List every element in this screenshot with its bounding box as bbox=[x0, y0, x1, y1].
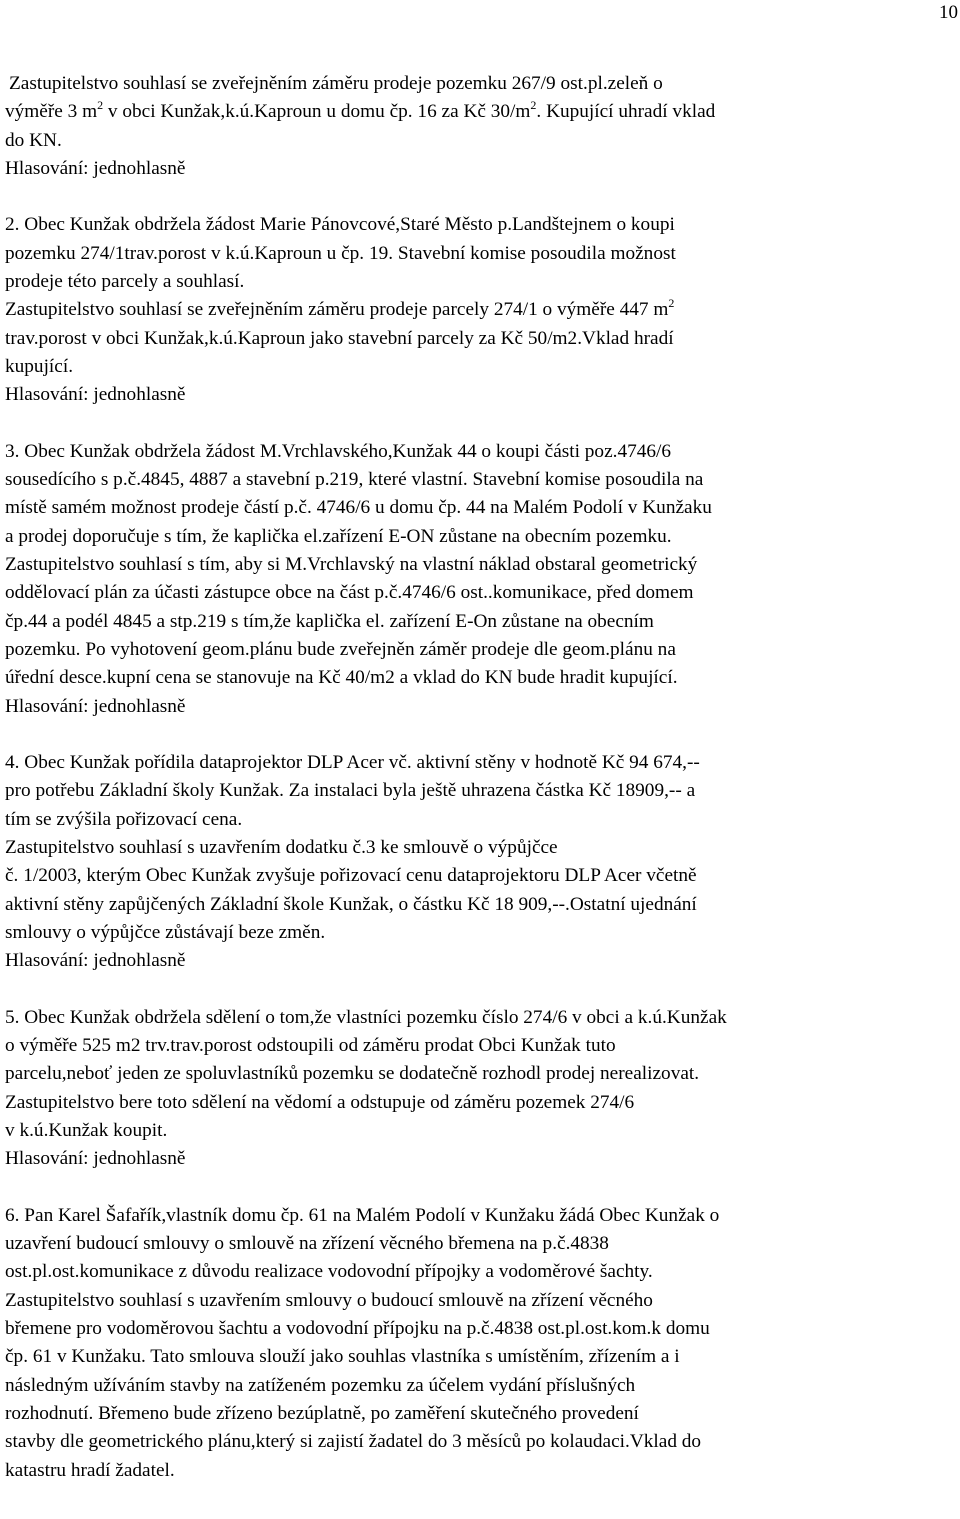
page-number: 10 bbox=[939, 2, 958, 23]
section-2-line-3: prodeje této parcely a souhlasí. bbox=[5, 271, 245, 293]
section-6-line: rozhodnutí. Břemeno bude zřízeno bezúplatně, po zaměření skutečného provedení bbox=[5, 1402, 639, 1424]
section-2-line-1: 2. Obec Kunžak obdržela žádost Marie Pánovcové,Staré Město p.Landštejnem o koupi bbox=[5, 214, 675, 236]
section-1-line-2-part-b: v obci Kunžak,k.ú.Kaproun u domu čp. 16 za Kč 30/m bbox=[103, 101, 531, 123]
section-5-line: 5. Obec Kunžak obdržela sdělení o tom,že vlastníci pozemku číslo 274/6 v obci a k.ú.Kunžak bbox=[5, 1006, 727, 1028]
section-3-line: Zastupitelstvo souhlasí s tím, aby si M.Vrchlavský na vlastní náklad obstaral geometrický bbox=[5, 554, 698, 576]
section-1-line-2-part-c: . Kupující uhradí vklad bbox=[536, 101, 716, 123]
section-1-line-1: Zastupitelstvo souhlasí se zveřejněním záměru prodeje pozemku 267/9 ost.pl.zeleň o bbox=[9, 73, 663, 94]
section-5-line: v k.ú.Kunžak koupit. bbox=[5, 1119, 168, 1141]
section-6 bbox=[5, 1202, 950, 1485]
section-1-line-2-part-a: výměře 3 m bbox=[5, 101, 98, 123]
superscript-squared: 2 bbox=[97, 98, 104, 113]
section-6-line: katastru hradí žadatel. bbox=[5, 1459, 175, 1481]
section-6-line: následným užíváním stavby na zatíženém pozemku za účelem vydání příslušných bbox=[5, 1374, 636, 1396]
section-6-line: ost.pl.ost.komunikace z důvodu realizace vodovodní přípojky a vodoměrové šachty. bbox=[5, 1261, 653, 1283]
section-6-line: stavby dle geometrického plánu,který si zajistí žadatel do 3 měsíců po kolaudaci.Vklad do bbox=[5, 1431, 702, 1453]
document-body bbox=[5, 70, 950, 1485]
section-6-line: uzavření budoucí smlouvy o smlouvě na zřízení věcného břemena na p.č.4838 bbox=[5, 1233, 609, 1255]
section-3-line: sousedícího s p.č.4845, 4887 a stavební p.219, které vlastní. Stavební komise posoudila na bbox=[5, 469, 704, 491]
section-3-line: 3. Obec Kunžak obdržela žádost M.Vrchlavského,Kunžak 44 o koupi části poz.4746/6 bbox=[5, 440, 672, 462]
section-5 bbox=[5, 1004, 950, 1174]
section-2-line-4 bbox=[5, 296, 950, 324]
section-2-vote: Hlasování: jednohlasně bbox=[5, 384, 186, 406]
section-6-line: břemene pro vodoměrovou šachtu a vodovodní přípojku na p.č.4838 ost.pl.ost.kom.k domu bbox=[5, 1318, 710, 1340]
paragraph-gap bbox=[5, 721, 950, 749]
section-3-line: oddělovací plán za účasti zástupce obce na část p.č.4746/6 ost..komunikace, před domem bbox=[5, 582, 694, 604]
section-4-line: Zastupitelstvo souhlasí s uzavřením dodatku č.3 ke smlouvě o výpůjčce bbox=[5, 837, 558, 859]
section-4 bbox=[5, 749, 950, 975]
section-1-line-3: do KN. bbox=[5, 129, 62, 151]
superscript-squared: 2 bbox=[530, 98, 537, 113]
section-3-line: a prodej doporučuje s tím, že kaplička el.zařízení E-ON zůstane na obecním pozemku. bbox=[5, 525, 672, 547]
section-6-line: 6. Pan Karel Šafařík,vlastník domu čp. 61 na Malém Podolí v Kunžaku žádá Obec Kunžak o bbox=[5, 1204, 720, 1226]
section-3-line: pozemku. Po vyhotovení geom.plánu bude zveřejněn záměr prodeje dle geom.plánu na bbox=[5, 638, 676, 660]
section-3-line: čp.44 a podél 4845 a stp.219 s tím,že kaplička el. zařízení E-On zůstane na obecním bbox=[5, 610, 654, 632]
section-2 bbox=[5, 211, 950, 409]
section-4-line: smlouvy o výpůjčce zůstávají beze změn. bbox=[5, 921, 326, 943]
paragraph-gap bbox=[5, 976, 950, 1004]
section-2-line-2: pozemku 274/1trav.porost v k.ú.Kaproun u čp. 19. Stavební komise posoudila možnost bbox=[5, 242, 676, 264]
section-3-line: úřední desce.kupní cena se stanovuje na Kč 40/m2 a vklad do KN bude hradit kupující. bbox=[5, 667, 678, 689]
section-1-vote: Hlasování: jednohlasně bbox=[5, 157, 186, 179]
section-1 bbox=[5, 70, 950, 183]
section-4-line: 4. Obec Kunžak pořídila dataprojektor DLP Acer vč. aktivní stěny v hodnotě Kč 94 674,-- bbox=[5, 752, 700, 774]
section-2-line-5: trav.porost v obci Kunžak,k.ú.Kaproun jako stavební parcely za Kč 50/m2.Vklad hradí bbox=[5, 327, 674, 349]
section-1-line-2 bbox=[5, 98, 950, 126]
section-4-vote: Hlasování: jednohlasně bbox=[5, 950, 186, 972]
section-2-line-4-text: Zastupitelstvo souhlasí se zveřejněním záměru prodeje parcely 274/1 o výměře 447 m bbox=[5, 299, 669, 321]
section-5-line: parcelu,neboť jeden ze spoluvlastníků pozemku se dodatečně rozhodl prodej nerealizovat. bbox=[5, 1063, 700, 1085]
section-4-line: tím se zvýšila pořizovací cena. bbox=[5, 808, 243, 830]
section-3 bbox=[5, 438, 950, 721]
section-3-vote: Hlasování: jednohlasně bbox=[5, 695, 186, 717]
section-5-vote: Hlasování: jednohlasně bbox=[5, 1148, 186, 1170]
section-4-line: aktivní stěny zapůjčených Základní škole Kunžak, o částku Kč 18 909,--.Ostatní ujednání bbox=[5, 893, 697, 915]
section-5-line: o výměře 525 m2 trv.trav.porost odstoupili od záměru prodat Obci Kunžak tuto bbox=[5, 1035, 616, 1057]
section-4-line: č. 1/2003, kterým Obec Kunžak zvyšuje pořizovací cenu dataprojektoru DLP Acer včetně bbox=[5, 865, 697, 887]
section-6-line: čp. 61 v Kunžaku. Tato smlouva slouží jako souhlas vlastníka s umístěním, zřízením a i bbox=[5, 1346, 680, 1368]
paragraph-gap bbox=[5, 183, 950, 211]
superscript-squared: 2 bbox=[668, 296, 675, 311]
section-2-line-6: kupující. bbox=[5, 355, 74, 377]
section-6-line: Zastupitelstvo souhlasí s uzavřením smlouvy o budoucí smlouvě na zřízení věcného bbox=[5, 1289, 653, 1311]
section-3-line: místě samém možnost prodeje částí p.č. 4746/6 u domu čp. 44 na Malém Podolí v Kunžaku bbox=[5, 497, 712, 519]
paragraph-gap bbox=[5, 1174, 950, 1202]
section-4-line: pro potřebu Základní školy Kunžak. Za instalaci byla ještě uhrazena částka Kč 18909,-- a bbox=[5, 780, 696, 802]
paragraph-gap bbox=[5, 410, 950, 438]
section-5-line: Zastupitelstvo bere toto sdělení na vědomí a odstupuje od záměru pozemek 274/6 bbox=[5, 1091, 635, 1113]
